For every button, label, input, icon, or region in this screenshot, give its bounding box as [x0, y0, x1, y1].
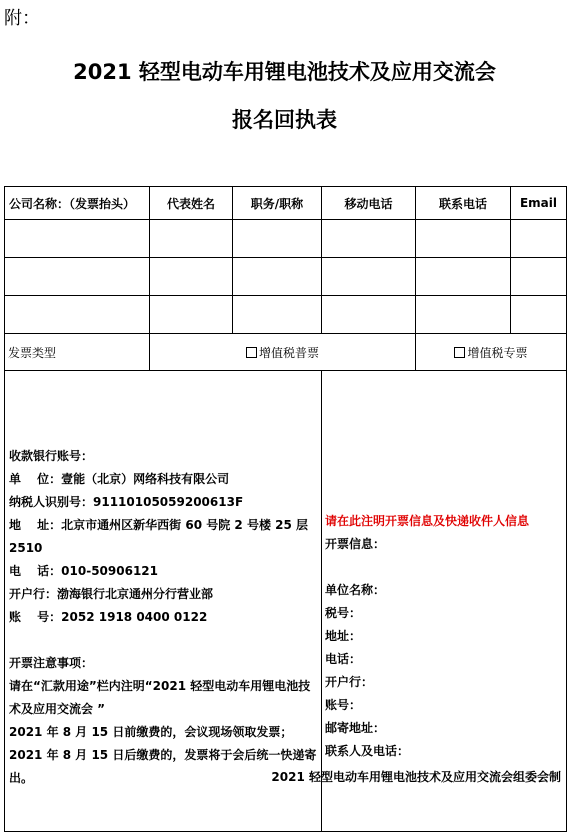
payment-unit: 单 位：壹能（北京）网络科技有限公司: [9, 471, 230, 486]
header-mobile: 移动电话: [322, 187, 416, 220]
invoice-tax-no: 税号：: [325, 605, 362, 620]
invoice-type-row: [5, 334, 567, 371]
document-title: 2021 轻型电动车用锂电池技术及应用交流会: [73, 60, 496, 84]
payment-account: 账 号：2052 1918 0400 0122: [9, 609, 208, 624]
cell-company[interactable]: [5, 258, 150, 296]
header-email: Email: [511, 187, 567, 220]
cell-mobile[interactable]: [322, 258, 416, 296]
invoice-account: 账号：: [325, 697, 362, 712]
invoice-info-cell[interactable]: [322, 371, 567, 832]
invoice-option-special[interactable]: [416, 334, 567, 371]
invoice-bank: 开户行：: [325, 674, 374, 689]
notes-line3: 2021 年 8 月 15 日后缴费的，发票将于会后统一快递寄出。: [9, 747, 317, 785]
cell-company[interactable]: [5, 220, 150, 258]
cell-phone[interactable]: [416, 258, 511, 296]
invoice-option-general[interactable]: [150, 334, 416, 371]
invoice-type-label: 发票类型: [5, 334, 150, 371]
invoice-phone: 电话：: [325, 651, 362, 666]
payment-phone: 电 话：010-50906121: [9, 563, 159, 578]
notes-heading: 开票注意事项：: [9, 655, 94, 670]
payment-info-cell: [5, 371, 322, 832]
header-company: 公司名称：（发票抬头）: [5, 187, 150, 220]
notes-line2: 2021 年 8 月 15 日前缴费的，会议现场领取发票；: [9, 724, 293, 739]
invoice-option-general-label: 增值税普票: [258, 345, 319, 360]
payment-heading: 收款银行账号：: [9, 448, 94, 463]
cell-position[interactable]: [233, 220, 322, 258]
invoice-unit-name: 单位名称：: [325, 582, 386, 597]
table-row: [5, 296, 567, 334]
notes-line1: 请在“汇款用途”栏内注明“2021 轻型电动车用锂电池技术及应用交流会 ”: [9, 678, 311, 716]
cell-email[interactable]: [511, 220, 567, 258]
table-row: [5, 220, 567, 258]
attachment-label: 附：: [4, 8, 40, 29]
checkbox-icon[interactable]: [246, 347, 257, 358]
checkbox-icon[interactable]: [454, 347, 465, 358]
registration-form-table: [4, 186, 567, 832]
invoice-red-note: 请在此注明开票信息及快递收件人信息: [325, 513, 530, 528]
header-phone: 联系电话: [416, 187, 511, 220]
cell-phone[interactable]: [416, 220, 511, 258]
table-header-row: [5, 187, 567, 220]
cell-phone[interactable]: [416, 296, 511, 334]
cell-representative[interactable]: [150, 296, 233, 334]
footer-organizer: 2021 轻型电动车用锂电池技术及应用交流会组委会制: [271, 770, 561, 784]
payment-address: 地 址：北京市通州区新华西街 60 号院 2 号楼 25 层 2510: [9, 517, 308, 555]
invoice-address: 地址：: [325, 628, 362, 643]
invoice-mail-address: 邮寄地址：: [325, 720, 386, 735]
cell-representative[interactable]: [150, 258, 233, 296]
invoice-option-special-label: 增值税专票: [467, 345, 528, 360]
cell-company[interactable]: [5, 296, 150, 334]
table-row: [5, 258, 567, 296]
payment-bank: 开户行：渤海银行北京通州分行营业部: [9, 586, 214, 601]
payment-tax-id: 纳税人识别号：91110105059200613F: [9, 494, 244, 509]
cell-mobile[interactable]: [322, 296, 416, 334]
payment-info-row: [5, 371, 567, 832]
cell-position[interactable]: [233, 296, 322, 334]
header-position: 职务/职称: [233, 187, 322, 220]
cell-email[interactable]: [511, 296, 567, 334]
header-representative: 代表姓名: [150, 187, 233, 220]
cell-representative[interactable]: [150, 220, 233, 258]
invoice-contact: 联系人及电话：: [325, 743, 410, 758]
invoice-heading: 开票信息：: [325, 536, 386, 551]
cell-position[interactable]: [233, 258, 322, 296]
cell-mobile[interactable]: [322, 220, 416, 258]
cell-email[interactable]: [511, 258, 567, 296]
document-subtitle: 报名回执表: [232, 108, 337, 132]
